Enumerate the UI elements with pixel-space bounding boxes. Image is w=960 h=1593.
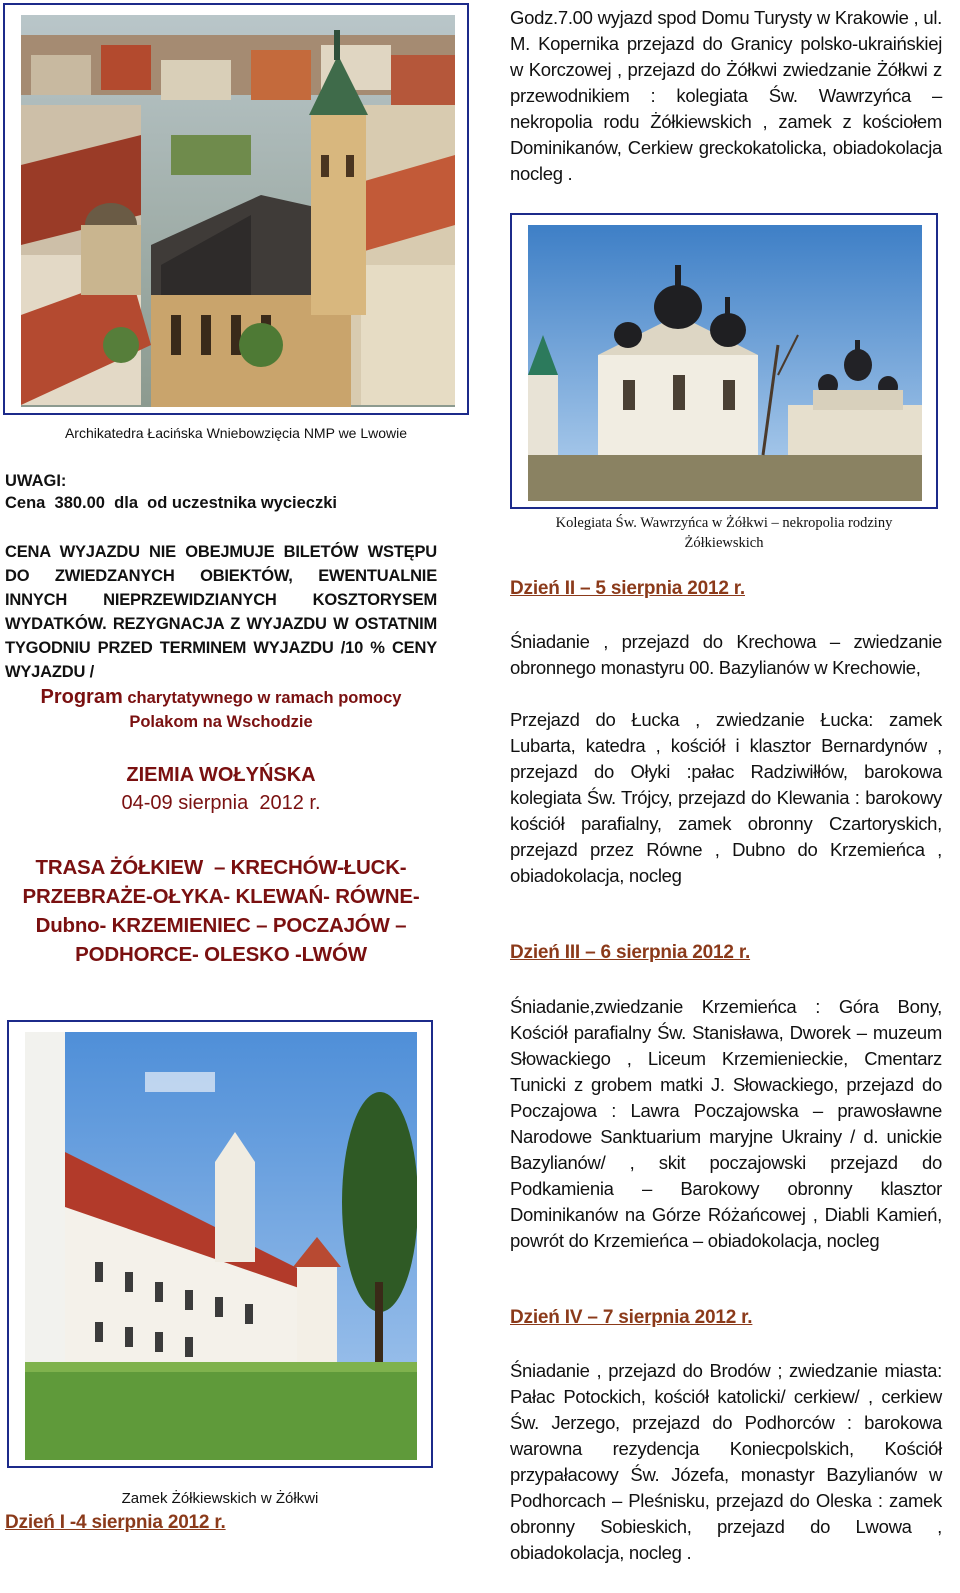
zolkiew-castle-caption: Zamek Żółkiewskich w Żółkwi [121,1490,319,1507]
route-line-4: PODHORCE- OLESKO -LWÓW [75,943,367,966]
lwow-cathedral-photo-frame [3,3,469,415]
day2-text-2: Przejazd do Łucka , zwiedzanie Łucka: zamek Lubarta, katedra , kościół i klasztor Bernardynów , przejazd do Ołyki :pałac Radziwiłłów, barokowa kolegiata Św. Trójcy, przejazd do Klewania : barokowy kościół parafialny, zamek obronny Czartoryskich, przejazd przez Równe , Dubno do Krzemieńca , obiadokolacja, nocleg [510,709,942,886]
uwagi-label: UWAGI: [5,472,67,490]
day4-text: Śniadanie , przejazd do Brodów ; zwiedzanie miasta: Pałac Potockich, kościół katolicki/ cerkiew/ , cerkiew Św. Jerzego, przejazd do Podhorców : barokowa warowna rezydencja Koniecpolskich, Kościół przypałacowy Św. Józefa, monastyr Bazylianów w Podhorcach – Pleśnisku, przejazd do Oleska : zamek obronny Sobieskich, przejazd do Lwowa , obiadokolacja, nocleg . [510,1360,942,1563]
program-title [5,685,437,710]
day3-text: Śniadanie,zwiedzanie Krzemieńca : Góra Bony, Kościół parafialny Św. Stanisława, Dworek – muzeum Słowackiego , Liceum Krzemienieckie, Cmentarz Tunicki z grobem matki J. Słowackiego, przejazd do Poczajowa : Lawra Poczajowska – prawosławne Narodowe Sanktuarium maryjne Ukrainy / d. unickie Bazylianów/ , skit poczajowski przejazd do Podkamienia – Barokowy obronny klasztor Dominikanów na Górze Różańcowej , Diabli Kamień, powrót do Krzemieńca – obiadokolacja, nocleg [510,996,942,1251]
zolkiew-collegiate-photo [528,225,922,501]
not-included-notice: CENA WYJAZDU NIE OBEJMUJE BILETÓW WSTĘPU DO ZWIEDZANYCH OBIEKTÓW, EWENTUALNIE INNYCH NIEPRZEWIDZIANYCH KOSZTORYSEM WYDATKÓW. REZYGNACJA Z WYJAZDU W OSTATNIM TYGODNIU PRZED TERMINEM WYJAZDU /10 % CENY WYJAZDU / [5,543,437,681]
zolkiew-collegiate-caption-line-2: Żółkiewskich [684,535,764,551]
day1-heading: Dzień I -4 sierpnia 2012 r. [5,1512,226,1533]
day4-heading: Dzień IV – 7 sierpnia 2012 r. [510,1307,753,1328]
lwow-cathedral-caption: Archikatedra Łacińska Wniebowzięcia NMP we Lwowie [64,425,408,441]
trip-dates: 04-09 sierpnia 2012 r. [121,792,321,814]
zolkiew-collegiate-caption [510,513,938,553]
price-line: Cena 380.00 dla od uczestnika wycieczki [5,494,337,512]
route-block [5,853,437,969]
route-line-2: PRZEBRAŻE-OŁYKA- KLEWAŃ- RÓWNE- [22,885,420,908]
lwow-cathedral-photo [21,15,455,407]
day2-heading: Dzień II – 5 sierpnia 2012 r. [510,578,745,599]
region-title: ZIEMIA WOŁYŃSKA [126,764,316,786]
day3-heading: Dzień III – 6 sierpnia 2012 r. [510,942,751,963]
day2-text-1: Śniadanie , przejazd do Krechowa – zwiedzanie obronnego monastyru 00. Bazylianów w Krechowie, [510,631,942,678]
zolkiew-collegiate-image [528,225,922,501]
program-subtitle: Polakom na Wschodzie [129,713,313,731]
zolkiew-castle-photo-frame [7,1020,433,1468]
program-title-big: Program [40,686,123,708]
zolkiew-collegiate-photo-frame [510,213,938,509]
program-title-rest: charytatywnego w ramach pomocy [122,689,402,707]
zolkiew-collegiate-caption-line-1: Kolegiata Św. Wawrzyńca w Żółkwi – nekropolia rodziny [555,515,893,531]
zolkiew-castle-image [25,1032,417,1460]
day1-text: Godz.7.00 wyjazd spod Domu Turysty w Krakowie , ul. M. Kopernika przejazd do Granicy polsko-ukraińskiej w Korczowej , przejazd do Żółkwi zwiedzanie Żółkwi z przewodnikiem : kolegiata Św. Wawrzyńca – nekropolia rodu Żółkiewskich , zamek z kościołem Dominikanów, Cerkiew greckokatolicka, obiadokolacja nocleg . [510,7,942,184]
zolkiew-castle-photo [25,1032,417,1460]
route-line-3: Dubno- KRZEMIENIEC – POCZAJÓW – [35,914,407,937]
lwow-cathedral-image [21,15,455,407]
route-line-1: TRASA ŻÓŁKIEW – KRECHÓW-ŁUCK- [35,856,407,879]
